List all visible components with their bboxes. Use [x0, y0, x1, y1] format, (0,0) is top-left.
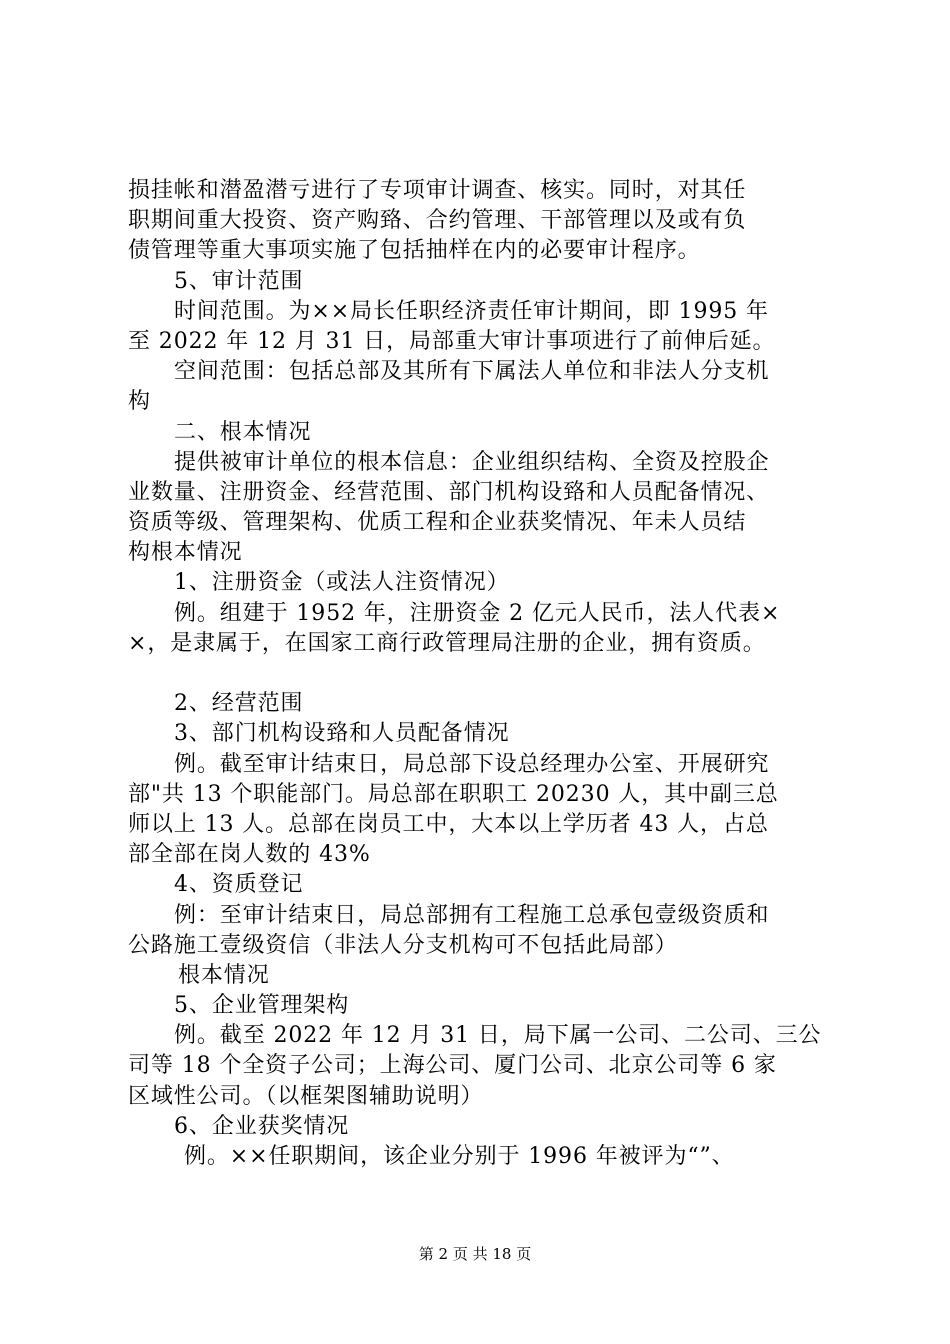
paragraph-line: 构根本情况 — [128, 540, 243, 566]
paragraph-line: 空间范围：包括总部及其所有下属法人单位和非法人分支机 — [174, 359, 770, 385]
paragraph-line: 师以上 13 人。总部在岗员工中，大本以上学历者 43 人，占总 — [128, 811, 769, 837]
subheading-awards: 6、企业获奖情况 — [174, 1113, 350, 1139]
paragraph-line: 例。组建于 1952 年，注册资金 2 亿元人民币，法人代表× — [174, 600, 781, 626]
paragraph-line: ×，是隶属于，在国家工商行政管理局注册的企业，拥有资质。 — [128, 630, 766, 656]
paragraph-line: 构 — [128, 389, 151, 415]
paragraph-line: 资质等级、管理架构、优质工程和企业获奖情况、年未人员结 — [128, 510, 747, 536]
paragraph-line: 至 2022 年 12 月 31 日，局部重大审计事项进行了前伸后延。 — [128, 328, 776, 354]
paragraph-line: 例。××任职期间，该企业分别于 1996 年被评为“”、 — [184, 1144, 735, 1169]
subheading-management-structure: 5、企业管理架构 — [174, 993, 350, 1019]
subheading-departments-staff: 3、部门机构设臵和人员配备情况 — [174, 721, 510, 747]
subheading-business-scope: 2、经营范围 — [174, 691, 304, 717]
paragraph-line: 司等 18 个全资子公司；上海公司、厦门公司、北京公司等 6 家 — [128, 1053, 777, 1079]
paragraph-line: 区域性公司。（以框架图辅助说明） — [128, 1083, 484, 1109]
section-heading-audit-scope: 5、审计范围 — [174, 268, 304, 294]
paragraph-line: 例：至审计结束日，局总部拥有工程施工总承包壹级资质和 — [174, 902, 770, 928]
blank-line — [128, 659, 838, 689]
paragraph-line: 提供被审计单位的根本信息：企业组织结构、全资及控股企 — [174, 449, 770, 475]
paragraph-line: 例。截至 2022 年 12 月 31 日，局下属一公司、二公司、三公 — [174, 1023, 822, 1049]
paragraph-line: 业数量、注册资金、经营范围、部门机构设臵和人员配备情况、 — [128, 479, 770, 505]
subheading-registered-capital: 1、注册资金（或法人注资情况） — [174, 570, 510, 596]
paragraph-line: 根本情况 — [178, 962, 270, 988]
paragraph-line: 时间范围。为××局长任职经济责任审计期间，即 1995 年 — [174, 298, 769, 324]
document-body — [128, 176, 838, 1172]
section-heading-basic-info: 二、根本情况 — [174, 419, 312, 445]
paragraph-line: 例。截至审计结束日，局总部下设总经理办公室、开展研究 — [174, 751, 770, 777]
page-number: 第 2 页 共 18 页 — [418, 1245, 532, 1263]
paragraph-line: 债管理等重大事项实施了包括抽样在内的必要审计程序。 — [128, 238, 701, 264]
paragraph-line: 公路施工壹级资信（非法人分支机构可不包括此局部） — [128, 932, 678, 958]
paragraph-line: 损挂帐和潜盈潜亏进行了专项审计调查、核实。同时，对其任 — [128, 178, 747, 203]
paragraph-line: 部全部在岗人数的 43% — [128, 842, 371, 868]
paragraph-line: 部"共 13 个职能部门。局总部在职职工 20230 人，其中副三总 — [128, 781, 779, 807]
page-footer — [0, 1244, 950, 1264]
paragraph-line: 职期间重大投资、资产购臵、合约管理、干部管理以及或有负 — [128, 208, 747, 234]
subheading-qualification: 4、资质登记 — [174, 872, 304, 898]
